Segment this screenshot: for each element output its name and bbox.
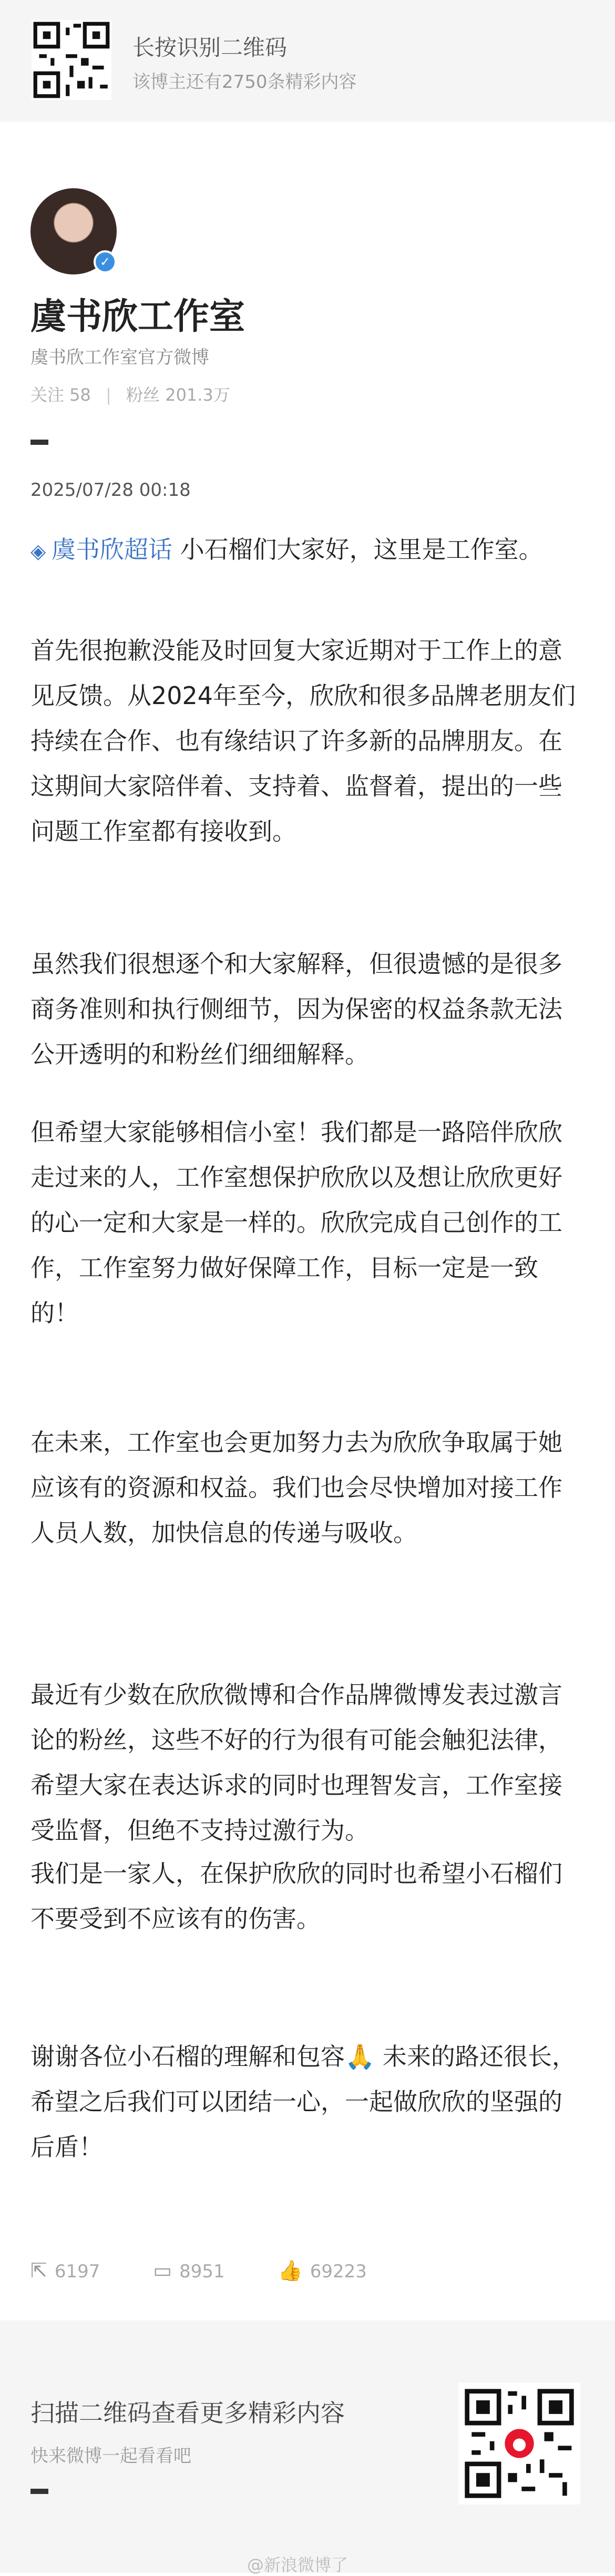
post-intro	[30, 527, 586, 574]
footer-divider-mark	[30, 2489, 48, 2494]
profile-name[interactable]: 虞书欣工作室	[30, 296, 245, 338]
repost-icon: ⇱	[30, 2259, 47, 2282]
comment-icon: ▭	[153, 2259, 172, 2282]
banner-title: 长按识别二维码	[132, 35, 288, 60]
repost-count: 6197	[54, 2261, 100, 2282]
paragraph-text: 在未来，工作室也会更加努力去为欣欣争取属于她应该有的资源和权益。我们也会尽快增加对接工作人员人数，加快信息的传递与吸收。	[30, 1428, 562, 1547]
verified-badge-icon: ✓	[94, 250, 117, 273]
post-paragraph	[30, 1420, 586, 1555]
profile-stats	[30, 382, 230, 406]
qr-code-large[interactable]	[458, 2382, 580, 2504]
paragraph-text: 最近有少数在欣欣微博和合作品牌微博发表过激言论的粉丝，这些不好的行为很有可能会触犯法律，希望大家在表达诉求的同时也理智发言，工作室接受监督，但绝不支持过激行为。	[30, 1681, 562, 1845]
post-date: 2025/07/28 00:18	[30, 480, 191, 501]
post-paragraph	[30, 628, 586, 854]
post-intro-text: 小石榴们大家好，这里是工作室。	[172, 535, 543, 564]
footer-panel	[0, 2320, 615, 2573]
followers-count[interactable]: 粉丝 201.3万	[126, 385, 230, 405]
divider-mark	[30, 440, 48, 445]
footer-title: 扫描二维码查看更多精彩内容	[30, 2399, 345, 2427]
thumbs-up-icon: 👍	[278, 2259, 303, 2282]
comment-count: 8951	[179, 2261, 225, 2282]
paragraph-text: 我们是一家人，在保护欣欣的同时也希望小石榴们不要受到不应该有的伤害。	[30, 1859, 562, 1933]
footer-subtitle: 快来微博一起看看吧	[30, 2446, 191, 2467]
diamond-topic-icon: ◈	[30, 539, 46, 563]
qr-code-small[interactable]	[32, 20, 111, 100]
like-count: 69223	[310, 2261, 367, 2282]
like-button[interactable]	[278, 2259, 367, 2283]
paragraph-text: 首先很抱歉没能及时回复大家近期对于工作上的意见反馈。从2024年至今，欣欣和很多品牌老朋友们持续在合作、也有缘结识了许多新的品牌朋友。在这期间大家陪伴着、支持着、监督着，提出的一些问题工作室都有接收到。	[30, 636, 576, 846]
banner-subtitle: 该博主还有2750条精彩内容	[132, 72, 357, 93]
post-paragraph	[30, 1109, 586, 1336]
paragraph-text: 虽然我们很想逐个和大家解释，但很遗憾的是很多商务准则和执行侧细节，因为保密的权益条款无法公开透明的和粉丝们细细解释。	[30, 950, 562, 1068]
post-paragraph	[30, 2034, 586, 2170]
post-paragraph	[30, 1851, 586, 1941]
action-bar	[30, 2259, 414, 2283]
paragraph-text: 但希望大家能够相信小室！我们都是一路陪伴欣欣走过来的人，工作室想保护欣欣以及想让欣欣更好的心一定和大家是一样的。欣欣完成自己创作的工作，工作室努力做好保障工作，目标一定是一致的！	[30, 1118, 562, 1327]
top-banner	[0, 0, 615, 122]
topic-link[interactable]: 虞书欣超话	[52, 535, 172, 564]
stats-separator: |	[106, 385, 111, 405]
post-paragraph	[30, 1672, 586, 1853]
following-count[interactable]: 关注 58	[30, 385, 91, 405]
repost-button[interactable]	[30, 2259, 100, 2282]
profile-bio: 虞书欣工作室官方微博	[30, 347, 209, 368]
post-paragraph	[30, 941, 586, 1077]
watermark-text: @新浪微博了	[247, 2555, 348, 2575]
comment-button[interactable]	[153, 2259, 224, 2282]
paragraph-text: 谢谢各位小石榴的理解和包容🙏 未来的路还很长，希望之后我们可以团结一心，一起做欣欣的坚强的后盾！	[30, 2042, 576, 2161]
